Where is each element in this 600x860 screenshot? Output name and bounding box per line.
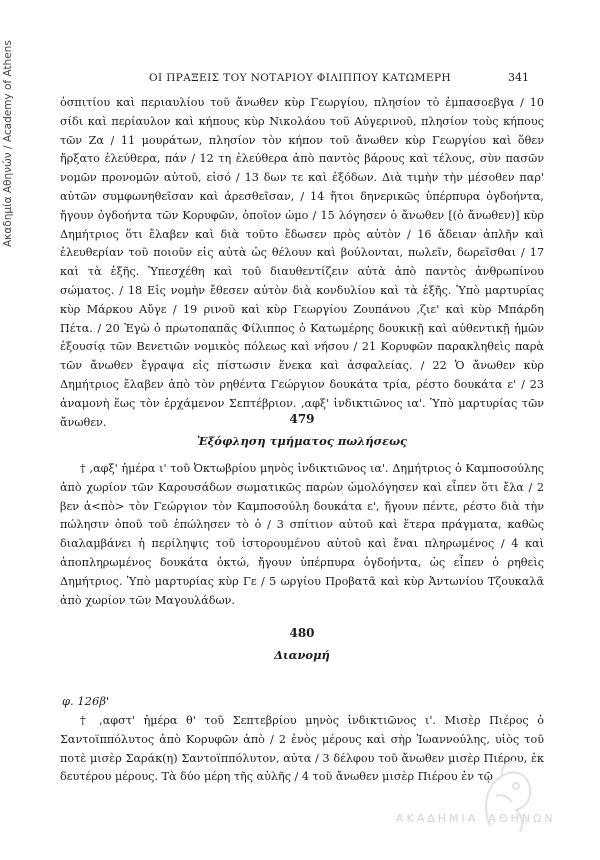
- watermark-text-right: ΑΘΗΝΩΝ: [488, 812, 556, 825]
- document-number: 480: [289, 626, 315, 640]
- archive-side-note: Ακαδημία Αθηνών / Academy of Athens: [2, 40, 14, 247]
- page-number: 341: [508, 71, 529, 84]
- document-title: Ἐξόφληση τμήματος πωλήσεως: [196, 434, 408, 448]
- document-number: 479: [289, 412, 315, 426]
- running-head: ΟΙ ΠΡΑΞΕΙΣ ΤΟΥ ΝΟΤΑΡΙΟΥ ΦΙΛΙΠΠΟΥ ΚΑΤΩΜΕΡΗ: [148, 72, 452, 84]
- paragraph: ὁσπιτίου καὶ περιαυλίου τοῦ ἄνωθεν κὺρ Γεωργίου, πλησίον τὸ ἐμπασοεβγα / 10 σίδι καὶ περίαυλον καὶ κήπους κὺρ Νικολάου τοῦ Αὐγερινοῦ, πλησίον τοὺς κήπους τῶν Ζα / 11 μουράτων, πλησίον τὸν κήπον τοῦ ἄνωθεν κὺρ Γεωργίου καὶ ὅθεν ἤρξατο ἐλεύθερα, πάν / 12 τη ἐλεύθερα ἀπὸ παντὸς βάρους καὶ τέλους, σὺν πασῶν νομῶν προνομῶν αὐτοῦ, εἰσό / 13 δων τε καὶ ἐξόδων. Διὰ τιμὴν τὴν μέσοθεν παρ' αὐτῶν συμφωνηθεῖσαν καὶ ἀρεσθεῖσαν, / 14 ἤτοι δηνερικῶς ὑπέρπυρα ὀγδοήντα, ἤγουν ὀγδοήντα τῶν Κορυφῶν, ὁποῖον ὡμο / 15 λόγησεν ὁ ἄνωθεν [(ὁ ἄνωθεν)] κὺρ Δημήτριος ὅτι ἔλαβεν καὶ διὰ τοῦτο ἔδωσεν πρὸς αὐτὸν / 16 ἄδειαν ἁπλῆν καὶ ἐλευθερίαν τοῦ ποιοῦν εἰς αὐτὰ ὡς θέλουν καὶ βούλονται, πωλεῖν, δωρεῖσθαι / 17 καὶ τὰ ἑξῆς. Ὑπεσχέθη καὶ τοῦ διαυθεντίζειν αὐτὰ ἀπὸ παντὸς ἀνθρωπίνου σώματος. / 18 Εἰς νομὴν ἔθεσεν αὐτὸν διὰ κονδυλίου καὶ τὰ ἑξῆς. Ὑπὸ μαρτυρίας κὺρ Μάρκου Αὔγε / 19 ρινοῦ καὶ κὺρ Γεωργίου Ζουπάνου ,ζιε' καὶ κὺρ Μπάρδη Πέτα. / 20 Ἐγὼ ὁ πρωτοπαπᾶς Φίλιππος ὁ Κατωμέρης δουκικῇ καὶ αὐθεντικῇ ἡμῶν ἐξουσίᾳ τῶν Βενετιῶν νομικὸς πόλεως καὶ νήσου / 21 Κορυφῶν παρακληθεὶς παρὰ τῶν ἄνωθεν ἔγραψα εἰς πίστωσιν ἕνεκα καὶ ἀσφαλείας. / 22 Ὁ ἄνωθεν κὺρ Δημήτριος ἔλαβεν ἀπὸ τὸν ρηθέντα Γεώργιον δουκάτα τρία, ρέστο δουκάτα ε' / 23 ἀναμονὴ ἕως τὸν ἐρχάμενον Σεπτέβριον. ,αφξ' ἰνδικτιῶνος ια'. Ὑπὸ μαρτυρίας τῶν ἄνωθεν.: [60, 96, 544, 429]
- document-479-text: [60, 460, 544, 610]
- document-title: Διανομή: [274, 648, 330, 662]
- continued-document-text: [60, 94, 544, 432]
- folio-reference: φ. 126β': [62, 694, 110, 708]
- academy-watermark: [396, 812, 556, 825]
- paragraph: † ,αφξ' ἡμέρα ι' τοῦ Ὀκτωβρίου μηνὸς ἰνδικτιῶνος ια'. Δημήτριος ὁ Καμποσούλης ἀπὸ χωρίον τῶν Καρουσάδων σωματικῶς παρὼν ὡμολόγησεν καὶ εἶπεν ὅτι ἔλα / 2 βεν ἀ<πὸ> τὸν Γεώργιον τὸν Καμποσούλη δουκάτα ε', ἤγουν πέντε, ρέστο διὰ τὴν πώλησιν ὁποῦ τοῦ ἐπώλησεν τὸ ὁ / 3 σπίτιον αὐτοῦ καὶ ἕτερα πράγματα, καθὼς διαλαμβάνει ἡ περίληψις τοῦ ἱστορουμένου αὐτοῦ καὶ ἔναι πληρωμένος / 4 καὶ ἀποπληρωμένος δουκάτα ὀκτώ, ἤγουν ὑπέρπυρα ὀγδοήντα, ὡς εἶπεν ὁ ρηθεὶς Δημήτριος. Ὑπὸ μαρτυρίας κὺρ Γε / 5 ωργίου Προβατᾶ καὶ κὺρ Ἀντωνίου Τζουκαλᾶ ἀπὸ χωρίον τῶν Μαγουλάδων.: [60, 462, 544, 607]
- paragraph: † ,αφστ' ἡμέρα θ' τοῦ Σεπτεβρίου μηνὸς ἰνδικτιῶνος ι'. Μισὲρ Πιέρος ὁ Σαντοϊππόλυτος ἀπὸ Κορυφῶν ἀπὸ / 2 ἑνὸς μέρους καὶ σὴρ Ἰωαννούλης, υἱὸς τοῦ ποτὲ μισὲρ Σαράκ(η) Σαντοϊππόλυτον, αὐτα / 3 δέλφου τοῦ ἄνωθεν μισὲρ Πιέρου, ἐκ δευτέρου μέρους. Τὰ δύο μέρη τῆς αὐλῆς / 4 τοῦ ἄνωθεν μισὲρ Πιέρου ἐν τῷ: [60, 714, 544, 784]
- watermark-text-left: ΑΚΑΔΗΜΙΑ: [396, 812, 479, 825]
